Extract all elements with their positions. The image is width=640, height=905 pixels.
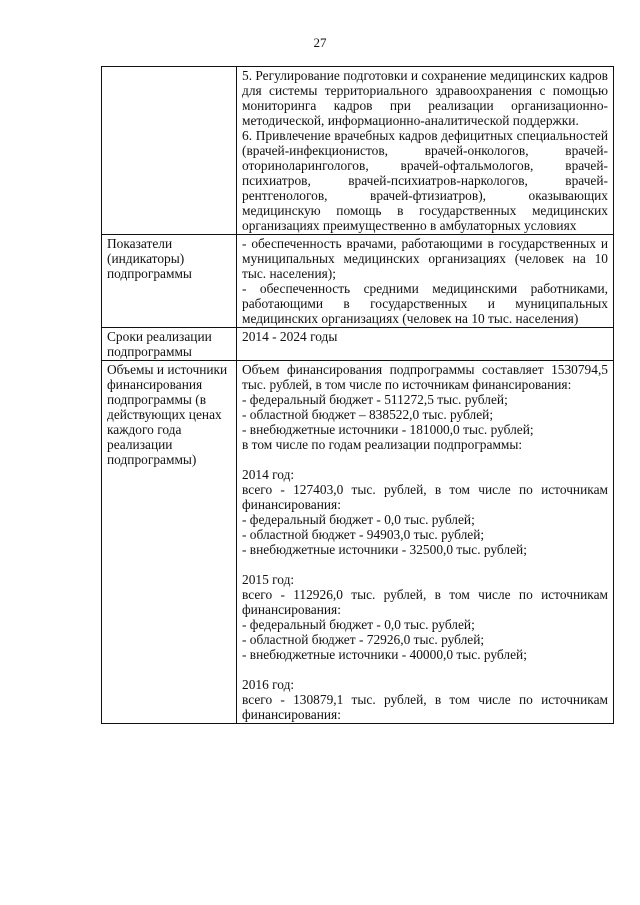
year-heading: 2014 год: — [242, 467, 295, 482]
year-total: всего - 112926,0 тыс. рублей, в том числе по источникам финансирования: — [242, 587, 608, 617]
year-extra: - внебюджетные источники - 40000,0 тыс. рублей; — [242, 647, 527, 662]
table-row — [102, 235, 614, 328]
year-total: всего - 127403,0 тыс. рублей, в том числе по источникам финансирования: — [242, 482, 608, 512]
row-label: Объемы и источники финансирования подпрограммы (в действующих ценах каждого года реализации подпрограммы) — [102, 361, 237, 724]
year-federal: - федеральный бюджет - 0,0 тыс. рублей; — [242, 512, 475, 527]
year-extra: - внебюджетные источники - 32500,0 тыс. рублей; — [242, 542, 527, 557]
funding-federal: - федеральный бюджет - 511272,5 тыс. рублей; — [242, 392, 508, 407]
paragraph: 2014 - 2024 годы — [242, 329, 338, 344]
paragraph: 5. Регулирование подготовки и сохранение медицинских кадров для системы территориального здравоохранения с помощью мониторинга кадров при реализации организационно-методической, информационно-аналитической поддержки. — [242, 68, 608, 128]
row-value — [237, 67, 614, 235]
row-value — [237, 361, 614, 724]
paragraph: 6. Привлечение врачебных кадров дефицитных специальностей (врачей-инфекционистов, врачей-онкологов, врачей-оториноларингологов, врачей-офтальмологов, врачей-психиатров, врачей-психиатров-наркологов, врачей-рентгенологов, врачей-фтизиатров), оказывающих медицинскую помощь в государственных медицинских организациях преимущественно в амбулаторных условиях — [242, 128, 608, 233]
table-row — [102, 67, 614, 235]
page-number: 27 — [313, 35, 327, 50]
row-label: Показатели (индикаторы) подпрограммы — [102, 235, 237, 328]
year-regional: - областной бюджет - 94903,0 тыс. рублей; — [242, 527, 485, 542]
spacer — [242, 557, 608, 572]
year-regional: - областной бюджет - 72926,0 тыс. рублей; — [242, 632, 485, 647]
funding-extra: - внебюджетные источники - 181000,0 тыс. рублей; — [242, 422, 534, 437]
funding-regional: - областной бюджет – 838522,0 тыс. рублей; — [242, 407, 494, 422]
row-label: Сроки реализации подпрограммы — [102, 328, 237, 361]
row-label — [102, 67, 237, 235]
funding-by-years: в том числе по годам реализации подпрограммы: — [242, 437, 523, 452]
year-federal: - федеральный бюджет - 0,0 тыс. рублей; — [242, 617, 475, 632]
spacer — [242, 662, 608, 677]
year-heading: 2015 год: — [242, 572, 295, 587]
paragraph: - обеспеченность средними медицинскими работниками, работающими в государственных и муниципальных медицинских организациях (человек на 10 тыс. населения) — [242, 281, 608, 326]
spacer — [242, 452, 608, 467]
table-row — [102, 328, 614, 361]
paragraph: - обеспеченность врачами, работающими в государственных и муниципальных медицинских организациях (человек на 10 тыс. населения); — [242, 236, 608, 281]
year-heading: 2016 год: — [242, 677, 295, 692]
year-total: всего - 130879,1 тыс. рублей, в том числе по источникам финансирования: — [242, 692, 608, 722]
passport-table — [101, 66, 614, 724]
row-value — [237, 328, 614, 361]
table-row — [102, 361, 614, 724]
row-value — [237, 235, 614, 328]
funding-intro: Объем финансирования подпрограммы составляет 1530794,5 тыс. рублей, в том числе по источникам финансирования: — [242, 362, 608, 392]
